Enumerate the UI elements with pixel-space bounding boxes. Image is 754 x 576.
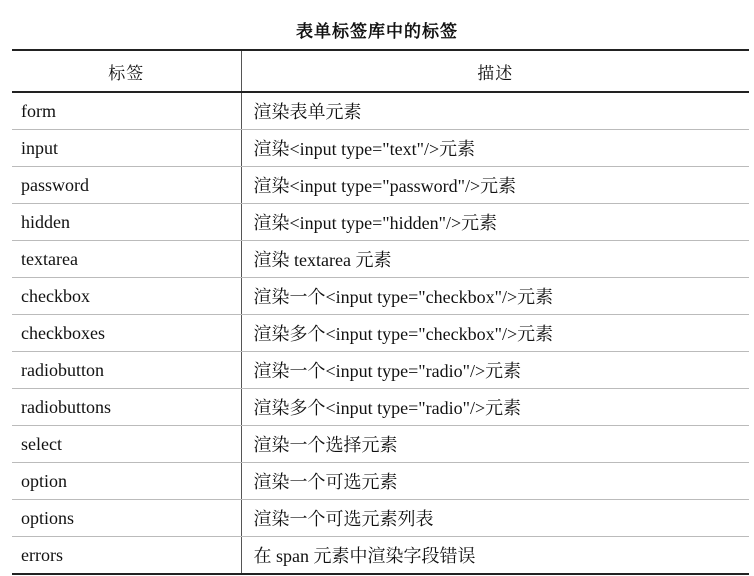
- tag-cell: options: [12, 500, 241, 537]
- description-cell: 渲染一个<input type="radio"/>元素: [241, 352, 749, 389]
- description-cell: 渲染多个<input type="checkbox"/>元素: [241, 315, 749, 352]
- description-cell: 渲染一个选择元素: [241, 426, 749, 463]
- table-row: [12, 315, 749, 352]
- table-row: [12, 204, 749, 241]
- tag-cell: select: [12, 426, 241, 463]
- tag-cell: errors: [12, 537, 241, 575]
- header-tag: 标签: [12, 50, 241, 92]
- description-cell: 渲染 textarea 元素: [241, 241, 749, 278]
- table-row: [12, 278, 749, 315]
- tag-cell: checkboxes: [12, 315, 241, 352]
- tag-cell: input: [12, 130, 241, 167]
- table-caption: 表单标签库中的标签: [296, 22, 458, 42]
- tag-cell: form: [12, 92, 241, 130]
- table-row: [12, 130, 749, 167]
- tag-cell: checkbox: [12, 278, 241, 315]
- table-row: [12, 426, 749, 463]
- tag-cell: hidden: [12, 204, 241, 241]
- description-cell: 渲染<input type="password"/>元素: [241, 167, 749, 204]
- description-cell: 渲染一个可选元素: [241, 463, 749, 500]
- description-cell: 渲染一个<input type="checkbox"/>元素: [241, 278, 749, 315]
- header-description: 描述: [241, 50, 749, 92]
- tag-cell: password: [12, 167, 241, 204]
- table-row: [12, 389, 749, 426]
- description-cell: 在 span 元素中渲染字段错误: [241, 537, 749, 575]
- form-tag-table: [12, 49, 749, 575]
- table-row: [12, 500, 749, 537]
- description-cell: 渲染一个可选元素列表: [241, 500, 749, 537]
- description-cell: 渲染<input type="text"/>元素: [241, 130, 749, 167]
- tag-cell: radiobuttons: [12, 389, 241, 426]
- description-cell: 渲染表单元素: [241, 92, 749, 130]
- description-cell: 渲染<input type="hidden"/>元素: [241, 204, 749, 241]
- tag-cell: option: [12, 463, 241, 500]
- tag-cell: radiobutton: [12, 352, 241, 389]
- table-row: [12, 463, 749, 500]
- table-row: [12, 352, 749, 389]
- description-cell: 渲染多个<input type="radio"/>元素: [241, 389, 749, 426]
- table-row: [12, 167, 749, 204]
- table-row: [12, 537, 749, 575]
- header-row: [12, 50, 749, 92]
- tag-cell: textarea: [12, 241, 241, 278]
- table-row: [12, 92, 749, 130]
- table-row: [12, 241, 749, 278]
